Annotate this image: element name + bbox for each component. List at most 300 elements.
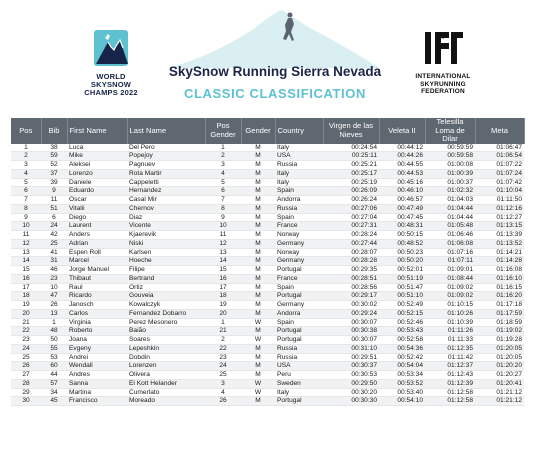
cell-virgen-de-las-nieves: 00:30:30: [323, 397, 379, 406]
cell-pos: 4: [11, 169, 41, 178]
cell-gender: W: [241, 318, 275, 327]
cell-telesilla-loma-de-dilar: 01:12:43: [425, 371, 475, 380]
cell-gender: M: [241, 222, 275, 231]
col-header-veleta-ii[interactable]: Veleta II: [379, 118, 425, 144]
cell-gender: M: [241, 231, 275, 240]
cell-last-name: Vicente: [127, 222, 205, 231]
cell-first-name: Diego: [67, 213, 127, 222]
col-header-pos-gender[interactable]: Pos Gender: [205, 118, 241, 144]
cell-veleta-ii: 00:52:42: [379, 353, 425, 362]
cell-pos-gender: 9: [205, 213, 241, 222]
cell-meta: 01:21:12: [475, 397, 524, 406]
cell-virgen-de-las-nieves: 00:27:04: [323, 213, 379, 222]
cell-gender: M: [241, 371, 275, 380]
right-logo-line-1: INTERNATIONAL: [415, 73, 471, 80]
cell-gender: M: [241, 161, 275, 170]
cell-pos-gender: 3: [205, 161, 241, 170]
cell-pos: 12: [11, 239, 41, 248]
cell-pos: 8: [11, 204, 41, 213]
col-header-first-name[interactable]: First Name: [67, 118, 127, 144]
cell-virgen-de-las-nieves: 00:30:53: [323, 371, 379, 380]
cell-gender: M: [241, 292, 275, 301]
cell-pos: 13: [11, 248, 41, 257]
cell-bib: 1: [41, 318, 67, 327]
cell-country: Portugal: [275, 397, 323, 406]
cell-last-name: Chernov: [127, 204, 205, 213]
cell-veleta-ii: 00:44:55: [379, 161, 425, 170]
cell-last-name: Ortiz: [127, 283, 205, 292]
cell-veleta-ii: 00:46:10: [379, 187, 425, 196]
col-header-virgen-de-las-nieves[interactable]: Virgen de las Nieves: [323, 118, 379, 144]
cell-pos-gender: 8: [205, 204, 241, 213]
table-header-row: [11, 118, 524, 144]
cell-last-name: Niski: [127, 239, 205, 248]
cell-pos: 9: [11, 213, 41, 222]
cell-meta: 01:17:59: [475, 309, 524, 318]
cell-telesilla-loma-de-dilar: 01:12:58: [425, 397, 475, 406]
cell-telesilla-loma-de-dilar: 01:12:37: [425, 362, 475, 371]
cell-virgen-de-las-nieves: 00:29:17: [323, 292, 379, 301]
cell-meta: 01:16:08: [475, 266, 524, 275]
table-row: [11, 362, 524, 371]
cell-first-name: Espen Roll: [67, 248, 127, 257]
cell-veleta-ii: 00:53:52: [379, 379, 425, 388]
cell-veleta-ii: 00:50:23: [379, 248, 425, 257]
cell-first-name: Laurent: [67, 222, 127, 231]
cell-last-name: Karlsen: [127, 248, 205, 257]
cell-last-name: Perez Mesonero: [127, 318, 205, 327]
left-logo-line-2: SKYSNOW: [90, 80, 132, 89]
cell-virgen-de-las-nieves: 00:30:07: [323, 336, 379, 345]
col-header-last-name[interactable]: Last Name: [127, 118, 205, 144]
cell-gender: M: [241, 327, 275, 336]
cell-meta: 01:21:12: [475, 388, 524, 397]
cell-veleta-ii: 00:51:47: [379, 283, 425, 292]
cell-veleta-ii: 00:50:20: [379, 257, 425, 266]
cell-veleta-ii: 00:44:12: [379, 144, 425, 152]
cell-veleta-ii: 00:52:58: [379, 336, 425, 345]
cell-pos-gender: 24: [205, 362, 241, 371]
cell-pos: 2: [11, 152, 41, 161]
cell-meta: 01:20:27: [475, 371, 524, 380]
cell-pos: 21: [11, 318, 41, 327]
cell-last-name: Hoeche: [127, 257, 205, 266]
table-row: [11, 248, 524, 257]
cell-first-name: Anders: [67, 231, 127, 240]
cell-meta: 01:16:10: [475, 274, 524, 283]
cell-virgen-de-las-nieves: 00:30:02: [323, 301, 379, 310]
report-header: [0, 0, 534, 116]
cell-last-name: Casal Mir: [127, 196, 205, 205]
cell-pos-gender: 23: [205, 353, 241, 362]
cell-pos: 16: [11, 274, 41, 283]
cell-virgen-de-las-nieves: 00:25:21: [323, 161, 379, 170]
cell-country: Italy: [275, 178, 323, 187]
cell-telesilla-loma-de-dilar: 01:04:03: [425, 196, 475, 205]
cell-telesilla-loma-de-dilar: 01:10:26: [425, 309, 475, 318]
cell-country: Andorra: [275, 196, 323, 205]
table-row: [11, 353, 524, 362]
cell-country: Peru: [275, 371, 323, 380]
cell-last-name: Del Pero: [127, 144, 205, 152]
cell-meta: 01:11:50: [475, 196, 524, 205]
cell-virgen-de-las-nieves: 00:31:10: [323, 344, 379, 353]
cell-pos-gender: 2: [205, 336, 241, 345]
cell-telesilla-loma-de-dilar: 01:02:32: [425, 187, 475, 196]
cell-first-name: Martina: [67, 388, 127, 397]
col-header-meta[interactable]: Meta: [475, 118, 524, 144]
cell-last-name: Bertrand: [127, 274, 205, 283]
cell-veleta-ii: 00:54:04: [379, 362, 425, 371]
cell-veleta-ii: 00:46:57: [379, 196, 425, 205]
cell-gender: M: [241, 213, 275, 222]
cell-pos-gender: 12: [205, 239, 241, 248]
col-header-country[interactable]: Country: [275, 118, 323, 144]
cell-country: Russia: [275, 353, 323, 362]
cell-meta: 01:13:39: [475, 231, 524, 240]
left-logo-line-1: WORLD: [96, 72, 126, 81]
cell-virgen-de-las-nieves: 00:28:28: [323, 257, 379, 266]
cell-pos-gender: 7: [205, 196, 241, 205]
cell-pos-gender: 25: [205, 371, 241, 380]
cell-meta: 01:12:27: [475, 213, 524, 222]
cell-pos-gender: 16: [205, 274, 241, 283]
cell-pos-gender: 14: [205, 257, 241, 266]
cell-pos: 26: [11, 362, 41, 371]
cell-virgen-de-las-nieves: 00:27:31: [323, 222, 379, 231]
cell-gender: M: [241, 144, 275, 152]
cell-pos: 10: [11, 222, 41, 231]
cell-bib: 41: [41, 248, 67, 257]
cell-bib: 47: [41, 292, 67, 301]
cell-gender: M: [241, 362, 275, 371]
cell-first-name: Janosch: [67, 301, 127, 310]
cell-telesilla-loma-de-dilar: 01:12:39: [425, 379, 475, 388]
cell-bib: 52: [41, 161, 67, 170]
cell-pos-gender: 19: [205, 301, 241, 310]
cell-veleta-ii: 00:52:01: [379, 266, 425, 275]
cell-virgen-de-las-nieves: 00:28:24: [323, 231, 379, 240]
table-row: [11, 152, 524, 161]
cell-telesilla-loma-de-dilar: 01:00:08: [425, 161, 475, 170]
cell-country: Portugal: [275, 292, 323, 301]
cell-pos-gender: 22: [205, 344, 241, 353]
cell-gender: M: [241, 353, 275, 362]
table-row: [11, 318, 524, 327]
cell-pos: 20: [11, 309, 41, 318]
cell-gender: W: [241, 336, 275, 345]
cell-first-name: Adrian: [67, 239, 127, 248]
cell-virgen-de-las-nieves: 00:30:38: [323, 327, 379, 336]
table-row: [11, 239, 524, 248]
cell-country: Andorra: [275, 309, 323, 318]
cell-gender: M: [241, 178, 275, 187]
cell-veleta-ii: 00:48:31: [379, 222, 425, 231]
cell-country: Russia: [275, 161, 323, 170]
cell-veleta-ii: 00:53:43: [379, 327, 425, 336]
cell-meta: 01:06:47: [475, 144, 524, 152]
cell-last-name: Rota Martir: [127, 169, 205, 178]
cell-virgen-de-las-nieves: 00:26:09: [323, 187, 379, 196]
cell-pos: 14: [11, 257, 41, 266]
cell-country: Italy: [275, 169, 323, 178]
cell-pos-gender: 20: [205, 309, 241, 318]
cell-country: France: [275, 274, 323, 283]
cell-first-name: Sanna: [67, 379, 127, 388]
cell-pos-gender: 13: [205, 248, 241, 257]
table-row: [11, 301, 524, 310]
cell-meta: 01:19:02: [475, 327, 524, 336]
cell-country: Italy: [275, 144, 323, 152]
table-row: [11, 144, 524, 152]
table-row: [11, 292, 524, 301]
cell-gender: M: [241, 266, 275, 275]
cell-country: Italy: [275, 388, 323, 397]
cell-last-name: Filipe: [127, 266, 205, 275]
cell-bib: 55: [41, 344, 67, 353]
cell-country: Russia: [275, 344, 323, 353]
cell-pos: 11: [11, 231, 41, 240]
cell-pos-gender: 4: [205, 169, 241, 178]
cell-first-name: Virginia: [67, 318, 127, 327]
cell-meta: 01:10:04: [475, 187, 524, 196]
cell-country: Spain: [275, 283, 323, 292]
cell-meta: 01:07:24: [475, 169, 524, 178]
cell-virgen-de-las-nieves: 00:27:06: [323, 204, 379, 213]
cell-telesilla-loma-de-dilar: 00:59:58: [425, 152, 475, 161]
col-header-pos[interactable]: Pos: [11, 118, 41, 144]
cell-virgen-de-las-nieves: 00:30:37: [323, 362, 379, 371]
cell-meta: 01:20:41: [475, 379, 524, 388]
table-row: [11, 266, 524, 275]
cell-bib: 60: [41, 362, 67, 371]
cell-meta: 01:20:05: [475, 344, 524, 353]
cell-bib: 48: [41, 327, 67, 336]
skysnow-mountain-icon: [90, 28, 132, 68]
table-row: [11, 283, 524, 292]
cell-gender: M: [241, 169, 275, 178]
table-row: [11, 336, 524, 345]
table-row: [11, 388, 524, 397]
cell-gender: M: [241, 309, 275, 318]
cell-pos: 3: [11, 161, 41, 170]
cell-last-name: Lepeshkin: [127, 344, 205, 353]
cell-last-name: Baião: [127, 327, 205, 336]
cell-last-name: Kowalczyk: [127, 301, 205, 310]
cell-country: Germany: [275, 301, 323, 310]
cell-telesilla-loma-de-dilar: 01:05:48: [425, 222, 475, 231]
col-header-bib[interactable]: Bib: [41, 118, 67, 144]
cell-bib: 25: [41, 239, 67, 248]
cell-pos-gender: 21: [205, 327, 241, 336]
cell-veleta-ii: 00:52:49: [379, 301, 425, 310]
cell-veleta-ii: 00:47:49: [379, 204, 425, 213]
cell-first-name: Carlos: [67, 309, 127, 318]
world-skysnow-champs-logo: [80, 28, 142, 98]
cell-last-name: El Kott Helander: [127, 379, 205, 388]
cell-first-name: Ricardo: [67, 292, 127, 301]
table-row: [11, 222, 524, 231]
cell-telesilla-loma-de-dilar: 01:06:46: [425, 231, 475, 240]
cell-bib: 23: [41, 274, 67, 283]
cell-bib: 50: [41, 336, 67, 345]
cell-virgen-de-las-nieves: 00:28:51: [323, 274, 379, 283]
cell-gender: M: [241, 257, 275, 266]
page-title: SkySnow Running Sierra Nevada: [168, 64, 382, 79]
cell-country: Germany: [275, 257, 323, 266]
cell-telesilla-loma-de-dilar: 01:10:39: [425, 318, 475, 327]
cell-country: Portugal: [275, 266, 323, 275]
cell-veleta-ii: 00:54:10: [379, 397, 425, 406]
cell-bib: 46: [41, 266, 67, 275]
cell-country: Germany: [275, 239, 323, 248]
cell-pos: 23: [11, 336, 41, 345]
cell-virgen-de-las-nieves: 00:24:54: [323, 144, 379, 152]
cell-telesilla-loma-de-dilar: 01:12:58: [425, 388, 475, 397]
cell-last-name: Diaz: [127, 213, 205, 222]
cell-pos: 15: [11, 266, 41, 275]
cell-first-name: Joana: [67, 336, 127, 345]
cell-pos-gender: 11: [205, 231, 241, 240]
cell-meta: 01:06:54: [475, 152, 524, 161]
col-header-telesilla-loma-de-dilar[interactable]: Telesilla Loma de Dilar: [425, 118, 475, 144]
table-row: [11, 204, 524, 213]
cell-gender: M: [241, 187, 275, 196]
cell-first-name: Francisco: [67, 397, 127, 406]
cell-pos: 18: [11, 292, 41, 301]
cell-bib: 34: [41, 388, 67, 397]
cell-telesilla-loma-de-dilar: 01:07:16: [425, 248, 475, 257]
cell-pos: 28: [11, 379, 41, 388]
cell-virgen-de-las-nieves: 00:27:44: [323, 239, 379, 248]
cell-pos-gender: 1: [205, 318, 241, 327]
cell-veleta-ii: 00:52:15: [379, 309, 425, 318]
cell-bib: 24: [41, 222, 67, 231]
cell-country: Spain: [275, 318, 323, 327]
cell-gender: M: [241, 301, 275, 310]
cell-country: Spain: [275, 213, 323, 222]
cell-bib: 11: [41, 196, 67, 205]
cell-pos-gender: 1: [205, 144, 241, 152]
cell-first-name: Vitalii: [67, 204, 127, 213]
cell-pos-gender: 5: [205, 178, 241, 187]
cell-telesilla-loma-de-dilar: 01:09:02: [425, 292, 475, 301]
cell-bib: 42: [41, 231, 67, 240]
table-body: [11, 144, 524, 406]
cell-pos-gender: 6: [205, 187, 241, 196]
cell-telesilla-loma-de-dilar: 01:07:11: [425, 257, 475, 266]
cell-gender: M: [241, 248, 275, 257]
right-logo-line-3: FEDERATION: [421, 88, 465, 95]
cell-veleta-ii: 00:51:10: [379, 292, 425, 301]
table-row: [11, 309, 524, 318]
cell-pos-gender: 18: [205, 292, 241, 301]
page-subtitle: CLASSIC CLASSIFICATION: [184, 86, 366, 101]
cell-country: Russia: [275, 204, 323, 213]
cell-veleta-ii: 00:44:53: [379, 169, 425, 178]
cell-telesilla-loma-de-dilar: 01:10:15: [425, 301, 475, 310]
cell-virgen-de-las-nieves: 00:28:56: [323, 283, 379, 292]
cell-last-name: Cumerlato: [127, 388, 205, 397]
table-row: [11, 161, 524, 170]
cell-meta: 01:12:16: [475, 204, 524, 213]
table-row: [11, 344, 524, 353]
table-row: [11, 196, 524, 205]
col-header-gender[interactable]: Gender: [241, 118, 275, 144]
cell-gender: M: [241, 397, 275, 406]
cell-veleta-ii: 00:51:19: [379, 274, 425, 283]
table-row: [11, 178, 524, 187]
cell-meta: 01:16:15: [475, 283, 524, 292]
cell-bib: 57: [41, 379, 67, 388]
cell-bib: 10: [41, 283, 67, 292]
cell-bib: 38: [41, 144, 67, 152]
cell-pos: 6: [11, 187, 41, 196]
table-row: [11, 213, 524, 222]
cell-last-name: Popejoy: [127, 152, 205, 161]
table-row: [11, 169, 524, 178]
mountain-graphic: [170, 8, 380, 68]
cell-bib: 26: [41, 301, 67, 310]
cell-pos: 5: [11, 178, 41, 187]
cell-virgen-de-las-nieves: 00:29:24: [323, 309, 379, 318]
table-row: [11, 397, 524, 406]
cell-bib: 53: [41, 353, 67, 362]
table-row: [11, 187, 524, 196]
cell-meta: 01:20:20: [475, 362, 524, 371]
cell-last-name: Pagnuev: [127, 161, 205, 170]
cell-first-name: Thibaut: [67, 274, 127, 283]
table-row: [11, 371, 524, 380]
table-row: [11, 231, 524, 240]
cell-country: Norway: [275, 231, 323, 240]
cell-pos: 25: [11, 353, 41, 362]
cell-last-name: Gouveia: [127, 292, 205, 301]
cell-bib: 51: [41, 204, 67, 213]
cell-telesilla-loma-de-dilar: 00:59:59: [425, 144, 475, 152]
cell-last-name: Kjaerevik: [127, 231, 205, 240]
cell-last-name: Fernandez Dobarro: [127, 309, 205, 318]
cell-country: Sweden: [275, 379, 323, 388]
cell-veleta-ii: 00:52:46: [379, 318, 425, 327]
cell-first-name: Mike: [67, 152, 127, 161]
cell-telesilla-loma-de-dilar: 01:11:26: [425, 327, 475, 336]
cell-meta: 01:07:22: [475, 161, 524, 170]
cell-pos: 7: [11, 196, 41, 205]
cell-meta: 01:16:20: [475, 292, 524, 301]
cell-last-name: Soares: [127, 336, 205, 345]
cell-first-name: Raul: [67, 283, 127, 292]
cell-bib: 6: [41, 213, 67, 222]
cell-virgen-de-las-nieves: 00:29:51: [323, 353, 379, 362]
cell-bib: 59: [41, 152, 67, 161]
cell-last-name: Lorenzen: [127, 362, 205, 371]
cell-pos-gender: 26: [205, 397, 241, 406]
cell-telesilla-loma-de-dilar: 01:04:44: [425, 213, 475, 222]
cell-last-name: Hernandez: [127, 187, 205, 196]
cell-bib: 39: [41, 178, 67, 187]
cell-pos-gender: 15: [205, 266, 241, 275]
cell-veleta-ii: 00:44:26: [379, 152, 425, 161]
cell-meta: 01:14:28: [475, 257, 524, 266]
cell-first-name: Evgeny: [67, 344, 127, 353]
cell-meta: 01:14:21: [475, 248, 524, 257]
cell-first-name: Andrei: [67, 353, 127, 362]
cell-pos: 1: [11, 144, 41, 152]
cell-pos-gender: 10: [205, 222, 241, 231]
cell-last-name: Dobdin: [127, 353, 205, 362]
cell-country: Portugal: [275, 327, 323, 336]
